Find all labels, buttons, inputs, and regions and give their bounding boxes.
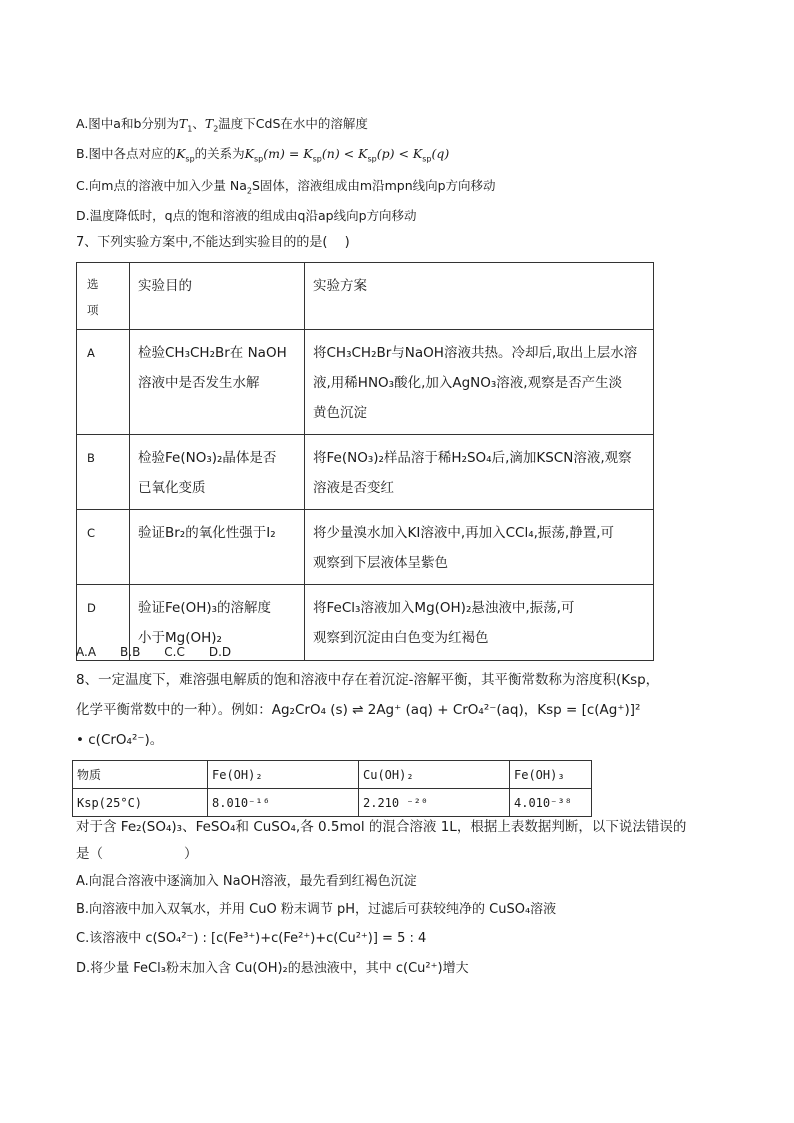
purpose-line: 检验CH₃CH₂Br在 NaOH (138, 345, 287, 361)
plan-line: 观察到下层液体呈紫色 (313, 555, 448, 571)
table-cell: 2.210 ⁻²⁰ (359, 789, 510, 817)
subscript: sp (312, 154, 322, 164)
row-purpose (130, 435, 305, 510)
plan-line: 液,用稀HNO₃酸化,加入AgNO₃溶液,观察是否产生淡 (313, 375, 623, 391)
table-row (77, 510, 654, 585)
row-plan (305, 510, 654, 585)
header-cell: Fe(OH)₂ (208, 761, 359, 789)
header-plan: 实验方案 (305, 263, 654, 330)
q6-option-b-mid: 的关系为 (194, 146, 245, 161)
header-option-line1: 选 (87, 277, 99, 291)
purpose-line: 已氧化变质 (138, 480, 206, 496)
plan-line: 黄色沉淀 (313, 405, 367, 421)
table-cell: 4.010⁻³⁸ (510, 789, 592, 817)
relation: (m) = (263, 146, 304, 161)
purpose-line: 检验Fe(NO₃)₂晶体是否 (138, 450, 277, 466)
subscript: sp (254, 154, 264, 164)
table-cell: 8.010⁻¹⁶ (208, 789, 359, 817)
q6-option-c-tail: S固体，溶液组成由m沿mpn线向p方向移动 (251, 178, 496, 193)
purpose-line: 溶液中是否发生水解 (138, 375, 260, 391)
row-plan (305, 435, 654, 510)
q7-stem: 7、下列实验方案中,不能达到实验目的的是( ) (76, 235, 350, 250)
q8-question-line2: 是（ ） (76, 846, 198, 862)
k-symbol: K (412, 146, 423, 161)
table-row (77, 330, 654, 435)
plan-line: 将CH₃CH₂Br与NaOH溶液共热。冷却后,取出上层水溶 (313, 345, 638, 361)
relation: (n) < (321, 146, 359, 161)
table-row (73, 789, 592, 817)
relation: (p) < (376, 146, 413, 161)
subscript: sp (367, 154, 377, 164)
subscript: 2 (246, 186, 252, 196)
plan-line: 将少量溴水加入KI溶液中,再加入CCl₄,振荡,静置,可 (313, 525, 615, 541)
row-option: D (77, 585, 130, 661)
row-option: A (77, 330, 130, 435)
row-plan (305, 585, 654, 661)
purpose-line: 验证Fe(OH)₃的溶解度 (138, 600, 272, 616)
temp-symbol: T (178, 116, 188, 131)
q8-stem-line2: 化学平衡常数中的一种）。例如：Ag₂CrO₄ (s) ⇌ 2Ag⁺ (aq) + CrO₄²⁻(aq)，Ksp = [c(Ag⁺)]² (76, 702, 641, 718)
header-cell: Fe(OH)₃ (510, 761, 592, 789)
ksp-table (72, 760, 592, 817)
temp-symbol: T (204, 116, 214, 131)
q6-option-a (76, 115, 368, 133)
q8-question-line1: 对于含 Fe₂(SO₄)₃、FeSO₄和 CuSO₄,各 0.5mol 的混合溶液 1L，根据上表数据判断，以下说法错误的 (76, 819, 687, 835)
k-symbol: K (176, 146, 186, 161)
k-symbol: K (358, 146, 368, 161)
q6-option-d: D.温度降低时，q点的饱和溶液的组成由q沿ap线向p方向移动 (76, 208, 417, 223)
separator: 、 (192, 116, 205, 131)
header-option (77, 263, 130, 330)
header-cell: 物质 (73, 761, 208, 789)
k-symbol: K (244, 146, 255, 161)
subscript: sp (185, 154, 195, 164)
q7-table (76, 262, 654, 661)
plan-line: 将FeCl₃溶液加入Mg(OH)₂悬浊液中,振荡,可 (313, 600, 575, 616)
plan-line: 溶液是否变红 (313, 480, 394, 496)
header-purpose: 实验目的 (130, 263, 305, 330)
q6-option-c (76, 177, 496, 195)
purpose-line: 小于Mg(OH)₂ (138, 630, 222, 646)
plan-line: 观察到沉淀由白色变为红褐色 (313, 630, 489, 646)
header-option-line2: 项 (87, 303, 99, 317)
q6-option-b-text: B.图中各点对应的 (76, 146, 177, 161)
table-header-row (77, 263, 654, 330)
subscript: 2 (213, 124, 219, 134)
subscript: 1 (187, 124, 193, 134)
k-symbol: K (303, 146, 313, 161)
row-plan (305, 330, 654, 435)
q6-option-c-text: C.向m点的溶液中加入少量 Na (76, 178, 247, 193)
q8-option-c: C.该溶液中 c(SO₄²⁻) : [c(Fe³⁺)+c(Fe²⁺)+c(Cu²⁺)] = 5 : 4 (76, 931, 427, 946)
plan-line: 将Fe(NO₃)₂样品溶于稀H₂SO₄后,滴加KSCN溶液,观察 (313, 450, 632, 466)
q8-stem-line1: 8、一定温度下，难溶强电解质的饱和溶液中存在着沉淀-溶解平衡，其平衡常数称为溶度积(Ksp， (76, 672, 660, 688)
row-option: C (77, 510, 130, 585)
q8-stem-line3: • c(CrO₄²⁻)。 (76, 732, 164, 748)
q6-option-b (76, 145, 449, 163)
row-purpose (130, 330, 305, 435)
table-row (77, 435, 654, 510)
q8-option-d: D.将少量 FeCl₃粉末加入含 Cu(OH)₂的悬浊液中，其中 c(Cu²⁺)增大 (76, 961, 469, 976)
relation: (q) (431, 146, 450, 161)
subscript: sp (422, 154, 432, 164)
q7-choices: A.A B.B C.C D.D (76, 645, 232, 659)
q8-option-b: B.向溶液中加入双氧水，并用 CuO 粉末调节 pH，过滤后可获较纯净的 CuSO₄溶液 (76, 902, 557, 917)
q6-option-a-tail: 温度下CdS在水中的溶解度 (218, 116, 368, 131)
q8-option-a: A.向混合溶液中逐滴加入 NaOH溶液，最先看到红褐色沉淀 (76, 874, 417, 889)
header-cell: Cu(OH)₂ (359, 761, 510, 789)
row-option: B (77, 435, 130, 510)
row-purpose: 验证Br₂的氧化性强于I₂ (130, 510, 305, 585)
table-header-row (73, 761, 592, 789)
q6-option-a-text: A.图中a和b分别为 (76, 116, 179, 131)
table-cell: Ksp(25°C) (73, 789, 208, 817)
